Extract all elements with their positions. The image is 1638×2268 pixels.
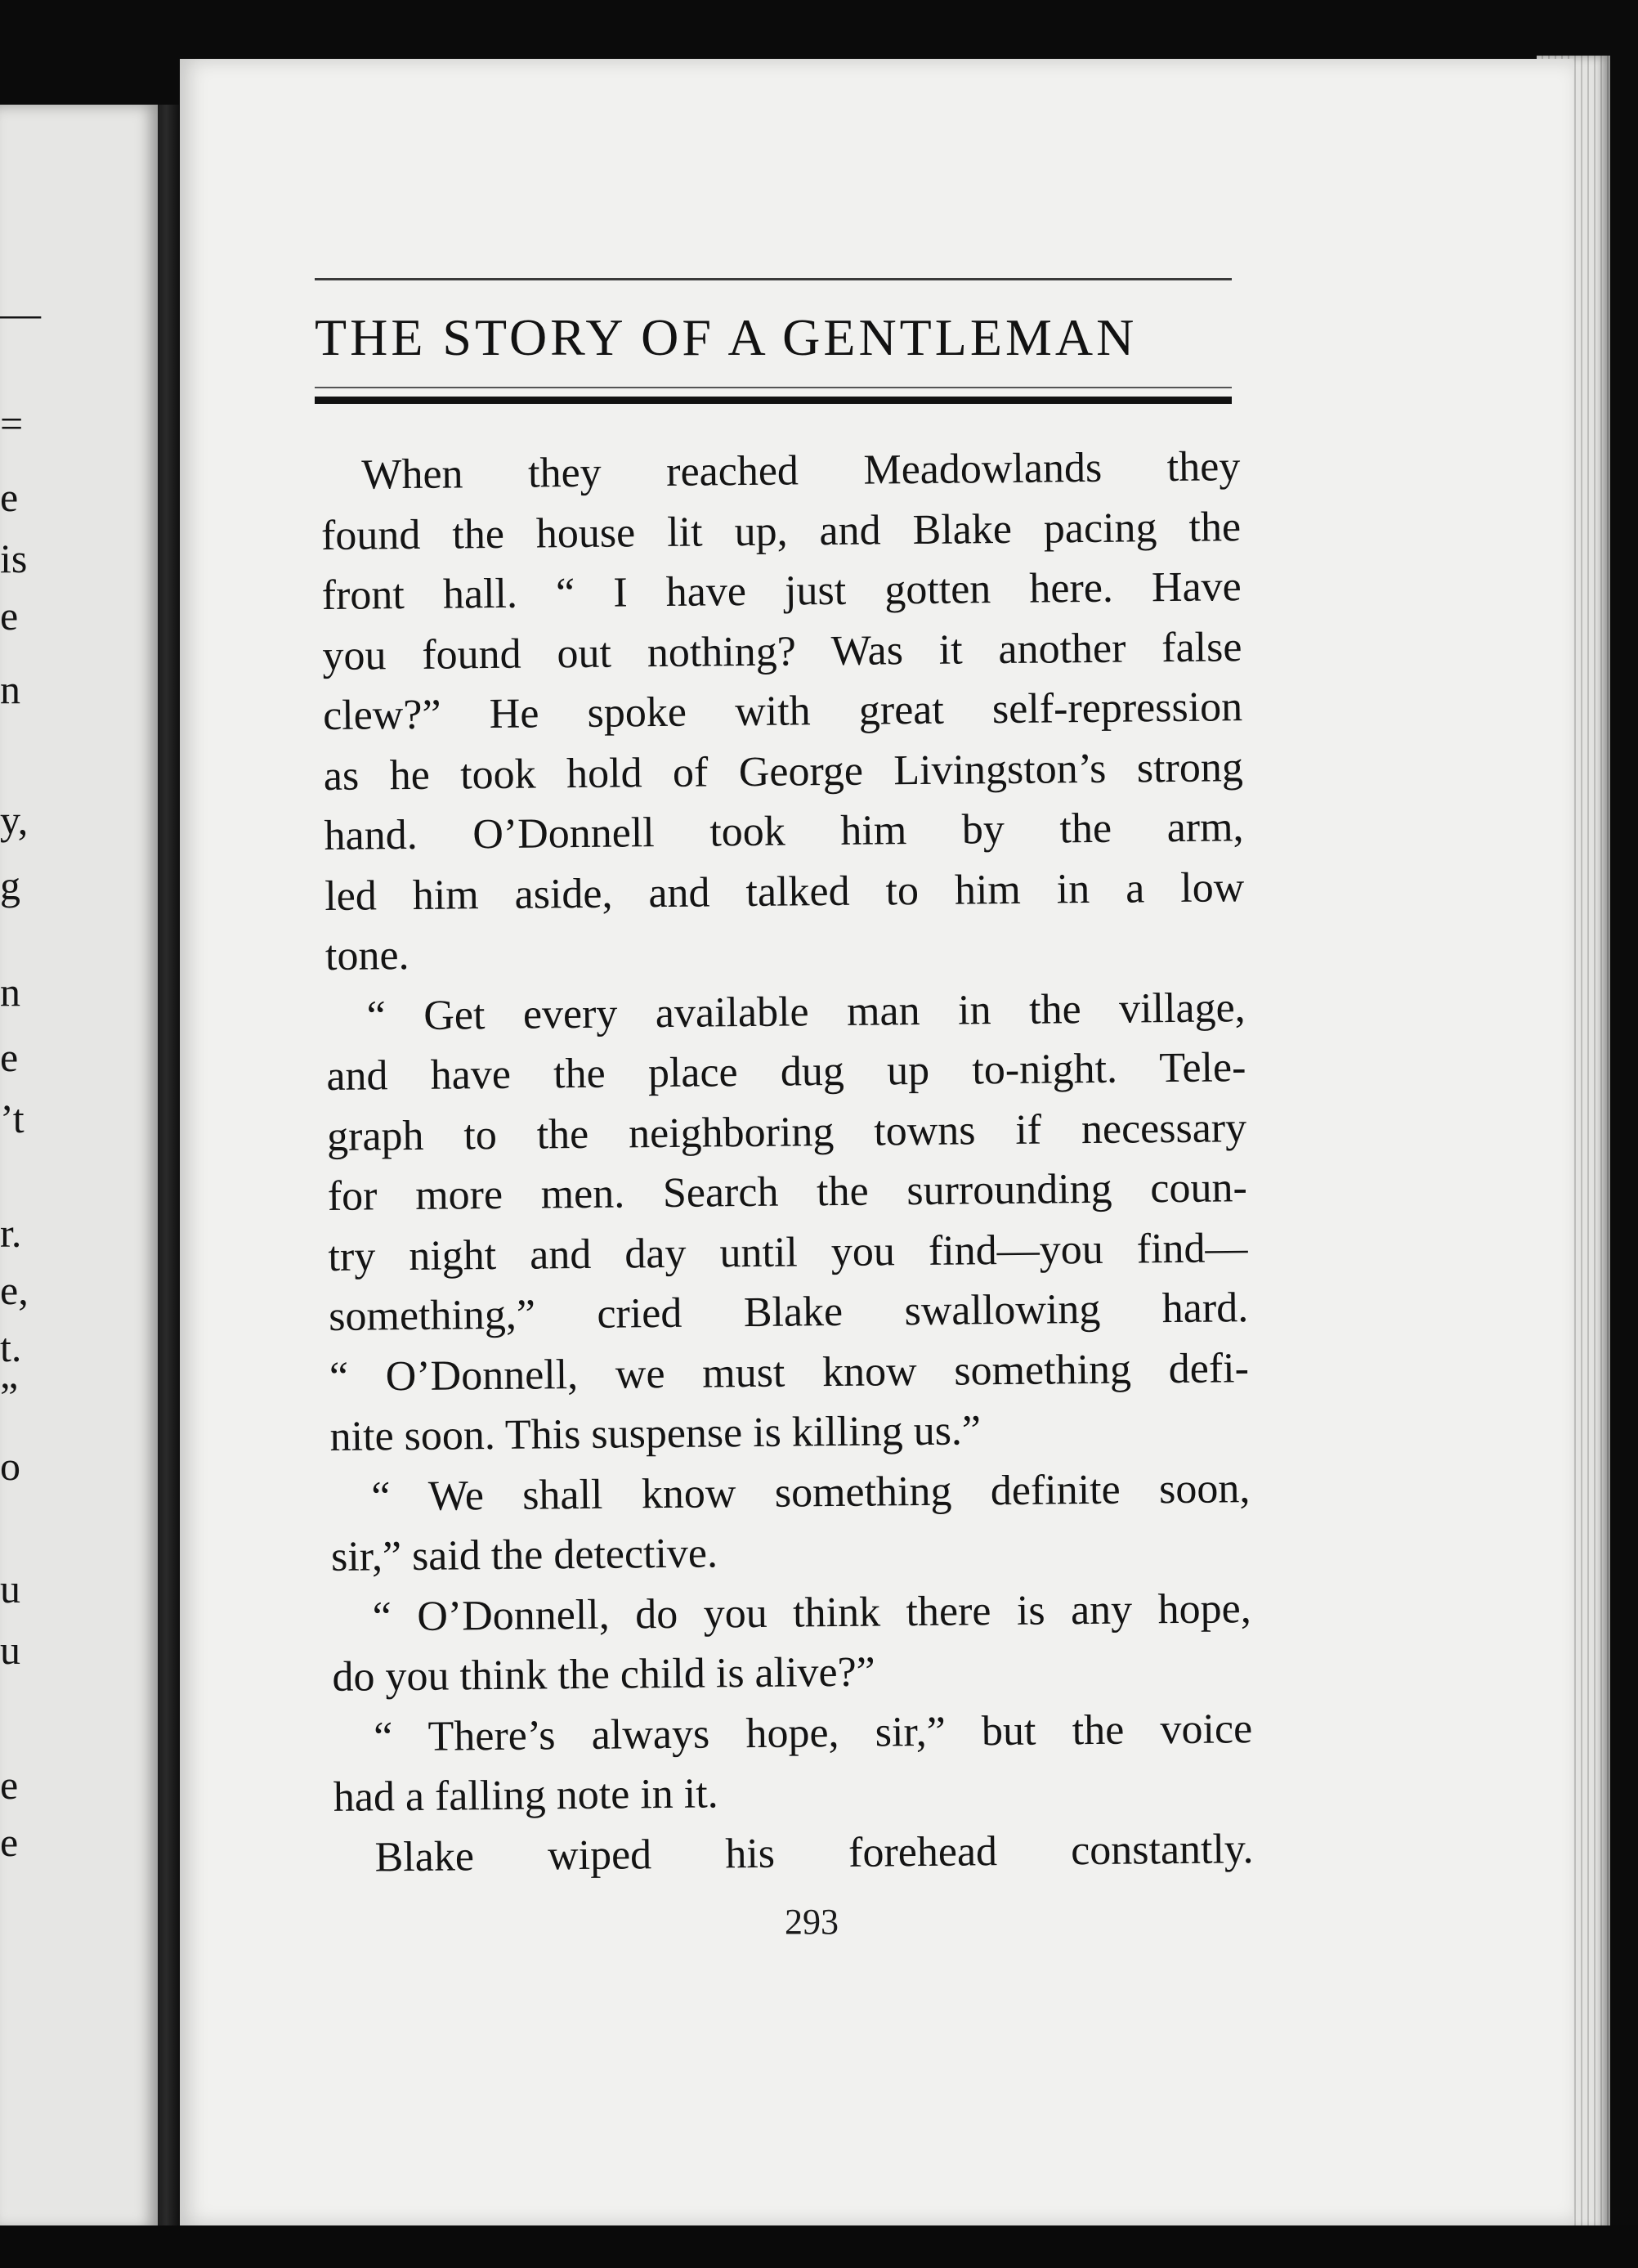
previous-page-fragment: —: [0, 290, 41, 336]
text-line: found the house lit up, and Blake pacing the: [320, 503, 1242, 559]
text-line: for more men. Search the surrounding coun-: [327, 1164, 1248, 1220]
text-line: “ O’Donnell, we must know something defi-: [329, 1344, 1250, 1401]
text-line: When they reached Meadowlands they: [361, 443, 1241, 499]
text-line: nite soon. This suspense is killing us.”: [329, 1407, 982, 1460]
previous-page-fragment: e: [0, 1762, 19, 1808]
previous-page-edge: [0, 105, 160, 2230]
text-line: “ We shall know something definite soon,: [371, 1464, 1251, 1520]
previous-page-fragment: n: [0, 666, 20, 712]
text-line: hand. O’Donnell took him by the arm,: [324, 804, 1244, 859]
previous-page-fragment: t.: [0, 1324, 22, 1370]
text-line: tone.: [324, 931, 410, 979]
previous-page-fragment: =: [0, 401, 24, 446]
previous-page-fragment: e: [0, 474, 19, 520]
previous-page-fragment: ”: [0, 1374, 19, 1419]
text-line: do you think the child is alive?”: [332, 1648, 876, 1701]
text-line: graph to the neighboring towns if necessary: [326, 1104, 1247, 1160]
previous-page-fragment: u: [0, 1627, 20, 1673]
previous-page-fragment: is: [0, 536, 28, 581]
previous-page-fragment: o: [0, 1443, 20, 1489]
text-line: you found out nothing? Was it another false: [322, 623, 1242, 679]
scan-bottom-border: [0, 2225, 1638, 2268]
previous-page-fragment: u: [0, 1566, 20, 1611]
previous-page-text-fragments: [0, 105, 160, 2230]
previous-page-fragment: e: [0, 1819, 19, 1865]
running-title: THE STORY OF A GENTLEMAN: [315, 308, 1138, 366]
body-text: [320, 437, 1254, 1888]
header-thick-rule: [315, 397, 1232, 404]
previous-page-fragment: n: [0, 969, 20, 1015]
text-line: Blake wiped his forehead constantly.: [374, 1825, 1254, 1880]
text-line: had a falling note in it.: [333, 1770, 718, 1821]
previous-page-fragment: e: [0, 593, 19, 639]
text-line: and have the place dug up to-night. Tele-: [326, 1044, 1246, 1100]
header-thin-rule: [315, 387, 1232, 388]
text-line: “ Get every available man in the village,: [366, 984, 1246, 1039]
previous-page-fragment: r.: [0, 1210, 22, 1256]
previous-page-fragment: e,: [0, 1267, 29, 1313]
previous-page-fragment: y,: [0, 797, 29, 843]
text-line: led him aside, and talked to him in a low: [324, 863, 1245, 920]
text-line: something,” cried Blake swallowing hard.: [328, 1284, 1249, 1340]
previous-page-fragment: ’t: [0, 1096, 25, 1141]
text-line: clew?” He spoke with great self-repression: [322, 684, 1243, 739]
text-line: “ O’Donnell, do you think there is any hope,: [372, 1584, 1251, 1640]
header-top-rule: [315, 278, 1232, 280]
text-line: front hall. “ I have just gotten here. Have: [321, 563, 1242, 619]
text-line: “ There’s always hope, sir,” but the voice: [373, 1705, 1253, 1760]
previous-page-fragment: e: [0, 1034, 19, 1080]
previous-page-fragment: g: [0, 863, 20, 908]
running-header: [315, 278, 1232, 404]
book-gutter: [158, 105, 179, 2230]
text-line: sir,” said the detective.: [330, 1530, 718, 1580]
text-line: try night and day until you find—you find—: [328, 1224, 1248, 1280]
page-number: 293: [785, 1902, 839, 1942]
text-line: as he took hold of George Livingston’s strong: [323, 743, 1244, 800]
